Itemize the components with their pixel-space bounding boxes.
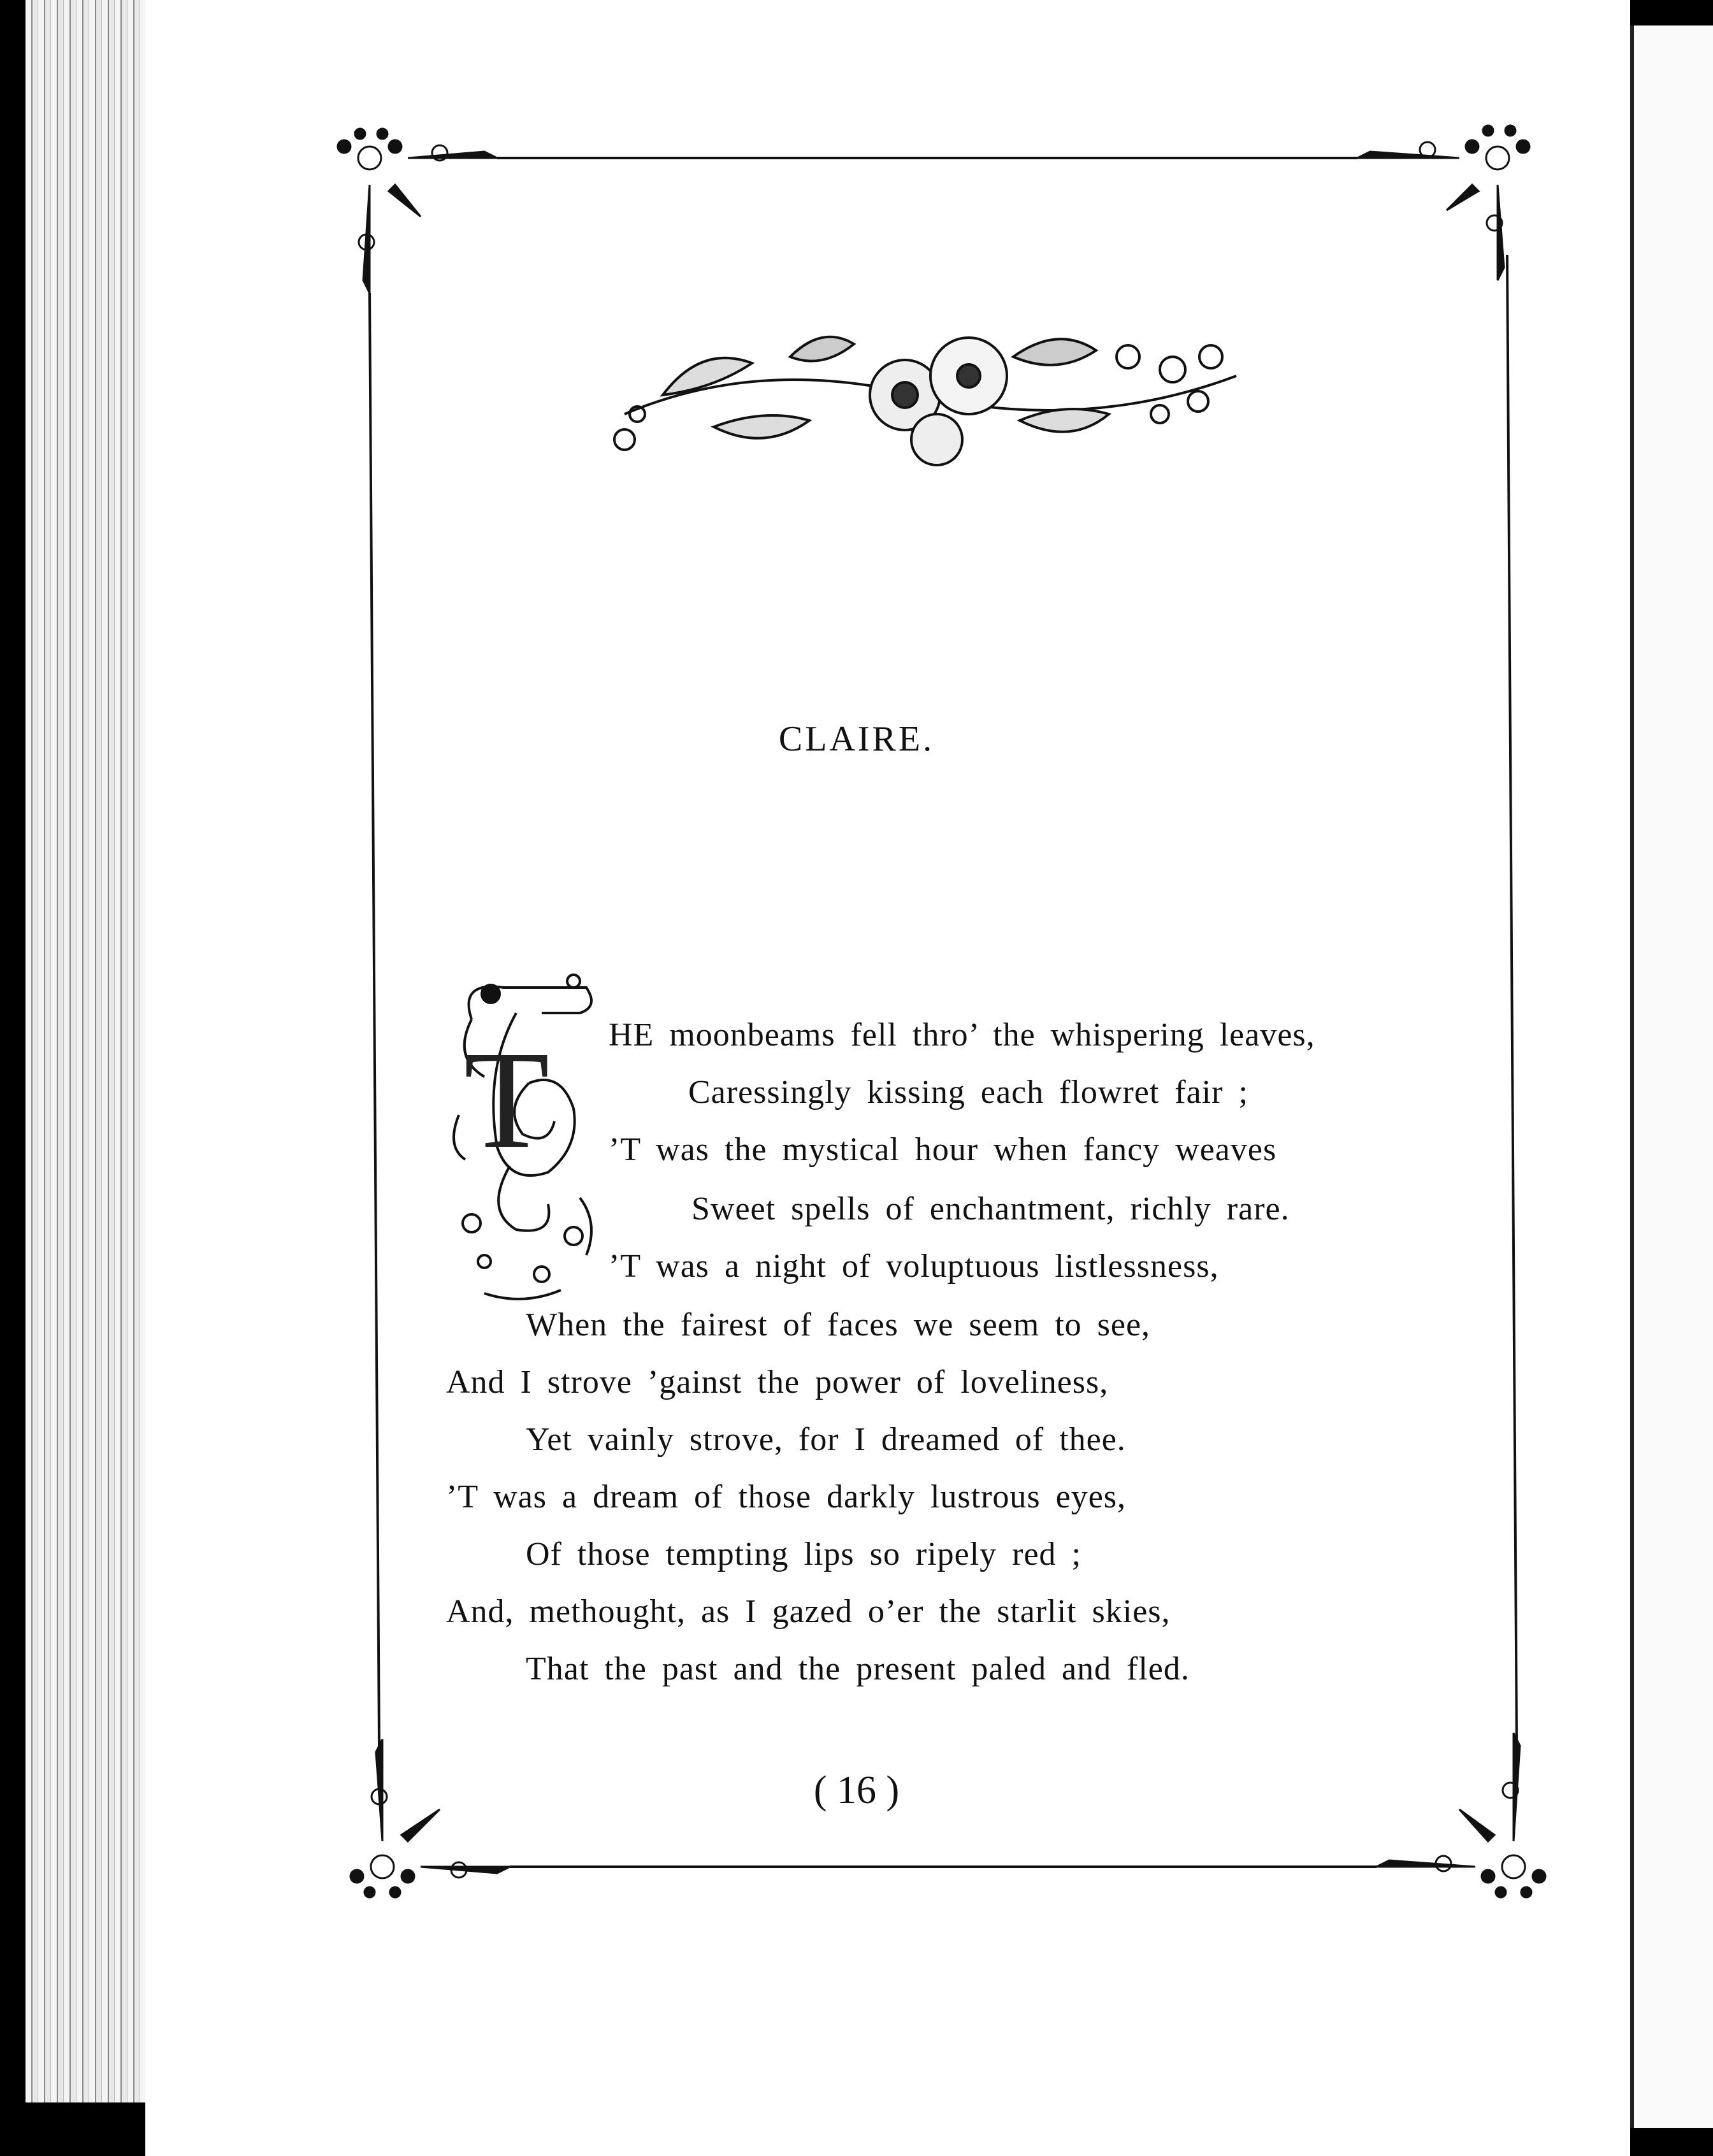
illuminated-drop-cap [446, 956, 605, 1312]
poem-line-7: And I strove ’gainst the power of loveliness, [446, 1364, 1109, 1400]
drop-cap-letter: T [463, 1022, 550, 1177]
corner-ornament-bottom-right [1377, 1733, 1545, 1897]
poem-line-3: ’T was the mystical hour when fancy weaves [609, 1132, 1277, 1168]
poem-line-5: ’T was a night of voluptuous listlessness, [609, 1248, 1219, 1284]
corner-ornament-bottom-left [351, 1739, 510, 1897]
poem-line-4: Sweet spells of enchantment, richly rare. [691, 1191, 1290, 1227]
corner-ornament-top-left [338, 129, 497, 293]
floral-headpiece-ornament [599, 319, 1255, 471]
page-number: ( 16 ) [813, 1769, 900, 1812]
poem-line-9: ’T was a dream of those darkly lustrous eyes, [446, 1479, 1127, 1515]
poem-title: CLAIRE. [778, 719, 935, 759]
poem-line-8: Yet vainly strove, for I dreamed of thee. [526, 1421, 1126, 1458]
corner-ornament-top-right [1357, 126, 1529, 280]
poem-line-1: HE moonbeams fell thro’ the whispering leaves, [609, 1017, 1315, 1053]
poem-line-6: When the fairest of faces we seem to see, [526, 1307, 1151, 1343]
poem-line-12: That the past and the present paled and fled. [526, 1651, 1190, 1687]
poem-line-2: Caressingly kissing each flowret fair ; [688, 1074, 1248, 1110]
poem-line-11: And, methought, as I gazed o’er the starlit skies, [446, 1593, 1171, 1630]
poem-line-10: Of those tempting lips so ripely red ; [526, 1536, 1082, 1572]
